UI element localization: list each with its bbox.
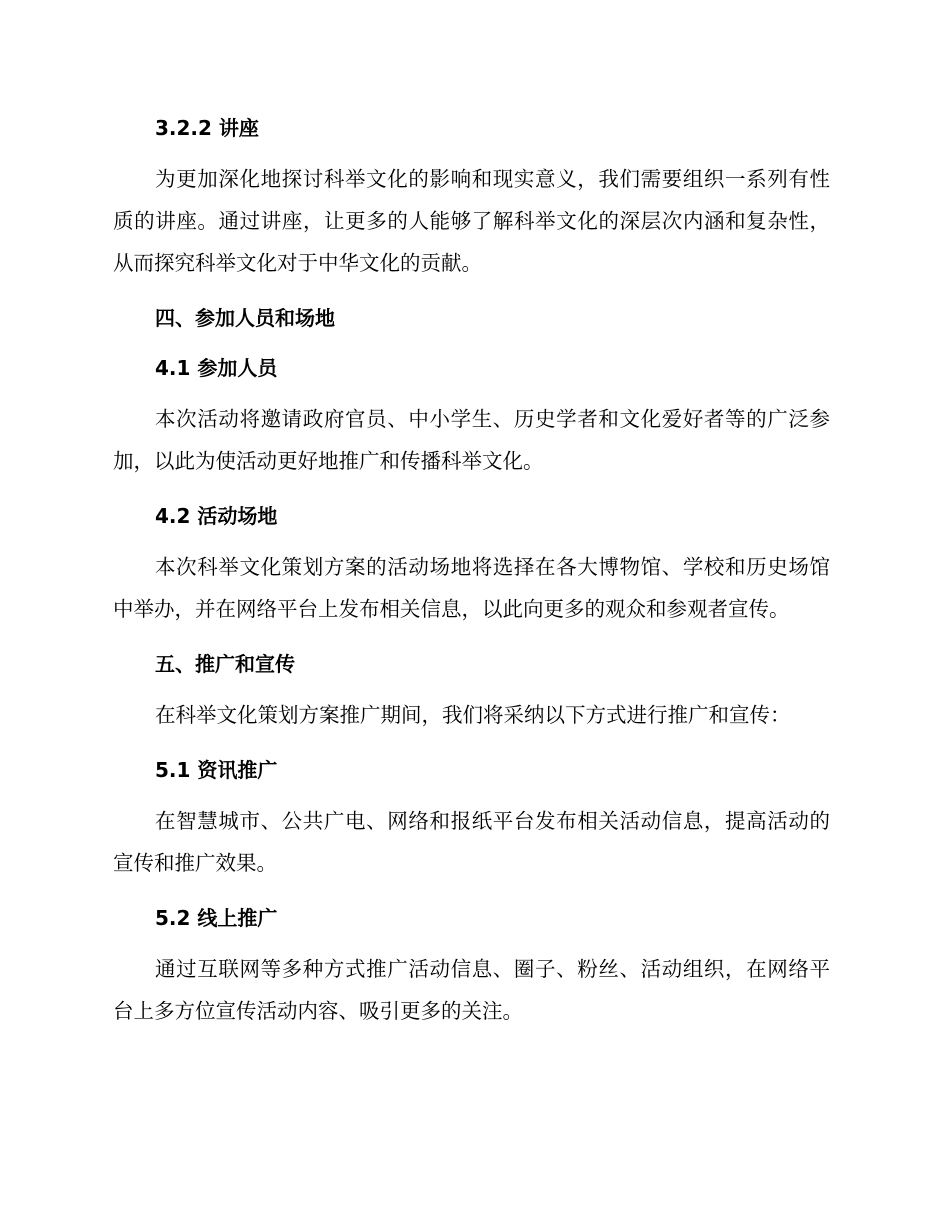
- section-body-5-2: 通过互联网等多种方式推广活动信息、圈子、粉丝、活动组织，在网络平台上多方位宣传活动内容、吸引更多的关注。: [113, 957, 830, 1023]
- section-body-5-1: 在智慧城市、公共广电、网络和报纸平台发布相关活动信息，提高活动的宣传和推广效果。: [113, 809, 830, 875]
- section-heading-4-2: 4.2 活动场地: [155, 504, 278, 528]
- section-heading-3-2-2: 3.2.2 讲座: [155, 116, 259, 140]
- section-heading-4-1: 4.1 参加人员: [155, 356, 278, 380]
- section-body-4-1: 本次活动将邀请政府官员、中小学生、历史学者和文化爱好者等的广泛参加，以此为使活动更好地推广和传播科举文化。: [113, 407, 830, 473]
- section-body-3-2-2: 为更加深化地探讨科举文化的影响和现实意义，我们需要组织一系列有性质的讲座。通过讲座，让更多的人能够了解科举文化的深层次内涵和复杂性，从而探究科举文化对于中华文化的贡献。: [113, 167, 830, 275]
- section-heading-5-1: 5.1 资讯推广: [155, 758, 278, 782]
- section-heading-4: 四、参加人员和场地: [155, 306, 335, 330]
- section-heading-5: 五、推广和宣传: [155, 652, 295, 676]
- section-body-4-2: 本次科举文化策划方案的活动场地将选择在各大博物馆、学校和历史场馆中举办，并在网络平台上发布相关信息，以此向更多的观众和参观者宣传。: [113, 555, 830, 621]
- section-heading-5-2: 5.2 线上推广: [155, 906, 278, 930]
- section-intro-5: 在科举文化策划方案推广期间，我们将采纳以下方式进行推广和宣传：: [155, 703, 791, 727]
